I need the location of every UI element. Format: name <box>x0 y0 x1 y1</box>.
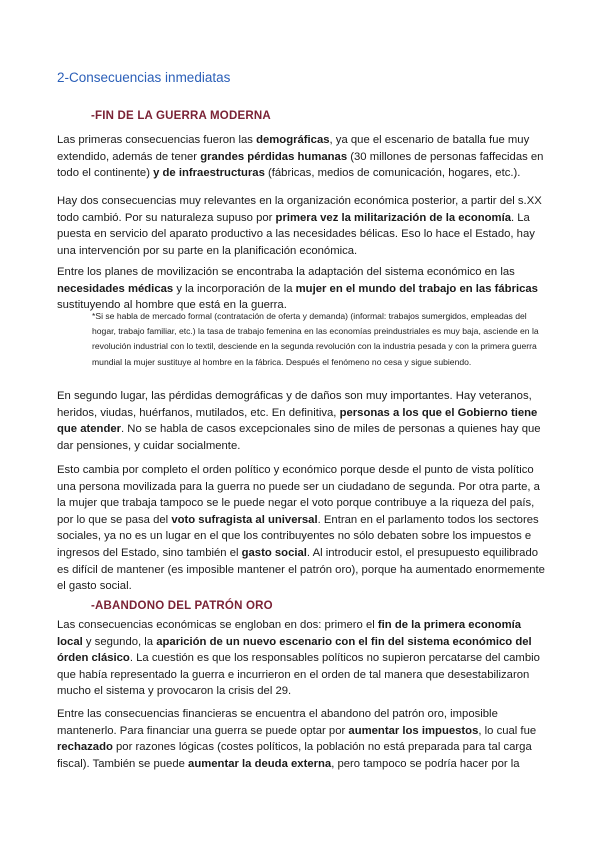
subsection-title-patron-oro: -ABANDONO DEL PATRÓN ORO <box>91 600 273 612</box>
paragraph-movilizacion: Entre los planes de movilización se encontraba la adaptación del sistema económico en las necesidades médicas y la incorporación de la mujer en el mundo del trabajo en las fábricas sustituyendo al hombre que está en la guerra. <box>57 266 538 312</box>
subsection-title-fin-guerra: -FIN DE LA GUERRA MODERNA <box>91 110 271 122</box>
paragraph-orden-politico: Esto cambia por completo el orden político y económico porque desde el punto de vista político una persona movilizada para la guerra no puede ser un ciudadano de segunda. Por otra parte, a la mujer que trabaja tampoco se le puede negar el voto porque contribuye a la riqueza del país, por lo que se pasa del voto sufragista al universal. Entran en el parlamento todos los sectores sociales, ya no es un lugar en el que los contribuyentes no sólo debaten sobre los impuestos e ingresos del Estado, sino también el gasto social. Al introducir estol, el presupuesto equilibrado es difícil de mantener (es imposible mantener el patrón oro), porque ha aumentado enormemente el gasto social. <box>57 464 545 593</box>
section-title: 2-Consecuencias inmediatas <box>57 70 231 85</box>
paragraph-demograficas: Las primeras consecuencias fueron las demográficas, ya que el escenario de batalla fue muy extendido, además de tener grandes pérdidas humanas (30 millones de personas faffecidas en todo el continente) y de infraestructuras (fábricas, medios de comunicación, hogares, etc.). <box>57 134 544 180</box>
paragraph-consecuencias-economicas: Las consecuencias económicas se engloban en dos: primero el fin de la primera economía local y segundo, la aparición de un nuevo escenario con el fin del sistema económico del órden clásico. La cuestión es que los responsables políticos no supieron percatarse del cambio que había representado la guerra e incurrieron en el orden de tal manera que desestabilizaron mucho el sistema y provocaron la crisis del 29. <box>57 619 540 698</box>
paragraph-militarizacion: Hay dos consecuencias muy relevantes en la organización económica posterior, a partir del s.XX todo cambió. Por su naturaleza supuso por primera vez la militarización de la economía. La puesta en servicio del aparato productivo a las necesidades bélicas. Eso lo hace el Estado, hay una intervención por su parte en la planificación económica. <box>57 195 542 257</box>
footnote-mercado-laboral: *Si se habla de mercado formal (contratación de oferta y demanda) (informal: trabajos sumergidos, empleadas del hogar, trabajo familiar, etc.) la tasa de trabajo femenina en las economías preindustriales es muy baja, asciende en la revolución industrial con lo textil, desciende en la segunda revolución con la industria pesada y con la primera guerra mundial la mujer sustituye al hombre en la fábrica. Después el fenómeno no cesa y sigue subiendo. <box>92 311 539 367</box>
paragraph-perdidas: En segundo lugar, las pérdidas demográficas y de daños son muy importantes. Hay veteranos, heridos, viudas, huérfanos, mutilados, etc. En definitiva, personas a los que el Gobierno tiene que atender. No se habla de casos excepcionales sino de miles de personas a quienes hay que dar pensiones, y cuidar socialmente. <box>57 390 541 452</box>
paragraph-consecuencias-financieras: Entre las consecuencias financieras se encuentra el abandono del patrón oro, imposible mantenerlo. Para financiar una guerra se puede optar por aumentar los impuestos, lo cual fue rechazado por razones lógicas (costes políticos, la población no está preparada para tal carga fiscal). También se puede aumentar la deuda externa, pero tampoco se podría hacer por la <box>57 708 537 770</box>
